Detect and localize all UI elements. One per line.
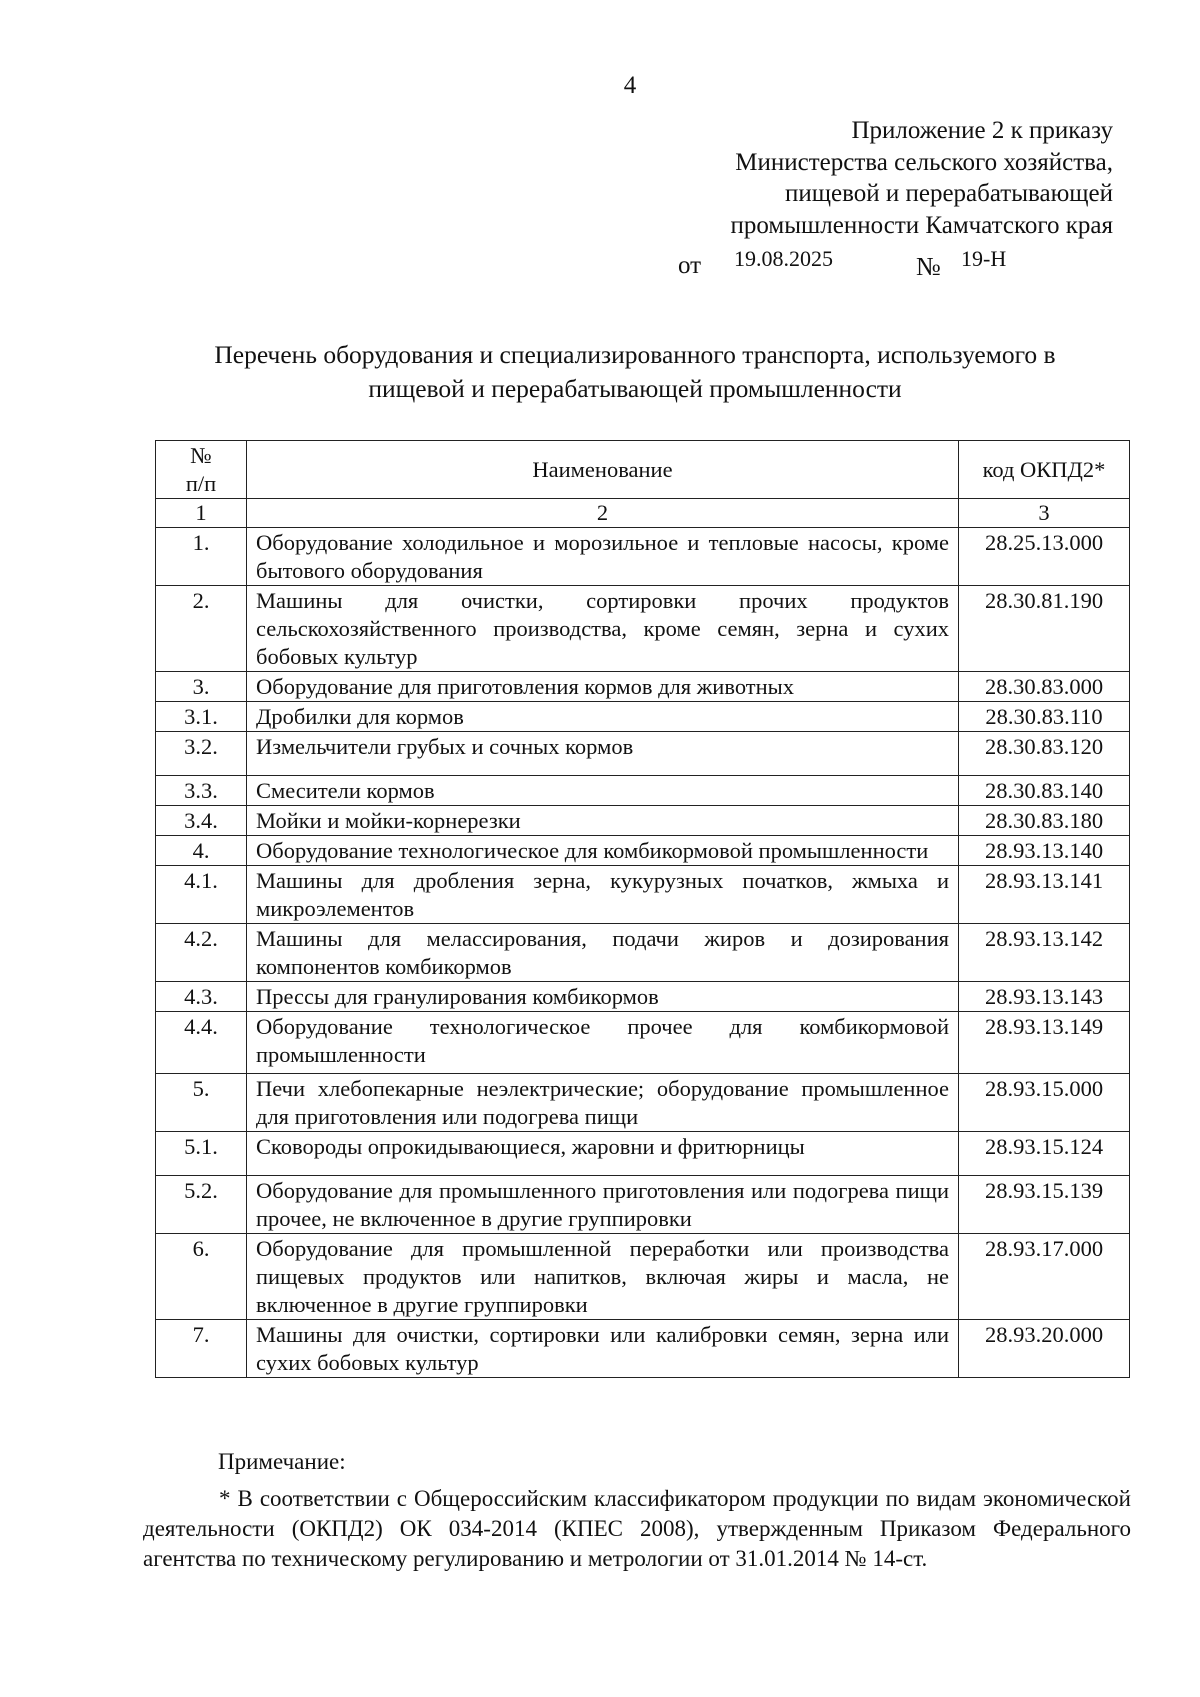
row-number: 3.4. (156, 806, 247, 836)
footnote-text: * В соответствии с Общероссийским классификатором продукции по видам экономической деятельности (ОКПД2) ОК 034-2014 (КПЕС 2008), утвержденным Приказом Федерального агентства по техническому регулированию и метрологии от 31.01.2014 № 14-ст. (143, 1486, 1131, 1571)
order-number: 19-Н (961, 246, 1007, 271)
row-code: 28.30.83.140 (959, 776, 1130, 806)
page-number: 4 (623, 72, 637, 99)
row-code: 28.93.17.000 (959, 1234, 1130, 1320)
order-date-number (678, 246, 1078, 281)
row-code: 28.93.20.000 (959, 1320, 1130, 1378)
row-code: 28.30.83.110 (959, 702, 1130, 732)
row-name: Оборудование для промышленного приготовления или подогрева пищи прочее, не включенное в другие группировки (247, 1176, 959, 1234)
row-name: Сковороды опрокидывающиеся, жаровни и фритюрницы (247, 1132, 959, 1176)
row-code: 28.30.81.190 (959, 586, 1130, 672)
row-name: Оборудование холодильное и морозильное и тепловые насосы, кроме бытового оборудования (247, 528, 959, 586)
appendix-line-4: промышленности Камчатского края (730, 211, 1113, 239)
row-code: 28.93.13.142 (959, 924, 1130, 982)
row-number: 3.3. (156, 776, 247, 806)
row-name: Машины для очистки, сортировки прочих продуктов сельскохозяйственного производства, кроме семян, зерна и сухих бобовых культур (247, 586, 959, 672)
header-number-sign: № (190, 443, 212, 468)
row-name: Измельчители грубых и сочных кормов (247, 732, 959, 776)
row-name: Оборудование технологическое прочее для комбикормовой промышленности (247, 1012, 959, 1074)
row-code: 28.93.13.143 (959, 982, 1130, 1012)
row-number: 4.4. (156, 1012, 247, 1074)
title-line-1: Перечень оборудования и специализированного транспорта, используемого в (214, 340, 1056, 369)
table-row (156, 806, 1130, 836)
appendix-line-2: Министерства сельского хозяйства, (735, 148, 1113, 176)
row-name: Машины для мелассирования, подачи жиров и дозирования компонентов комбикормов (247, 924, 959, 982)
row-name: Мойки и мойки-корнерезки (247, 806, 959, 836)
table-row (156, 1012, 1130, 1074)
table-row (156, 586, 1130, 672)
row-number: 5. (156, 1074, 247, 1132)
table-row (156, 866, 1130, 924)
row-number: 5.1. (156, 1132, 247, 1176)
table-row (156, 924, 1130, 982)
row-code: 28.30.83.180 (959, 806, 1130, 836)
table-row (156, 982, 1130, 1012)
table-row (156, 702, 1130, 732)
table-row (156, 1176, 1130, 1234)
table-row (156, 1132, 1130, 1176)
row-name: Дробилки для кормов (247, 702, 959, 732)
equipment-table (155, 440, 1130, 1378)
row-code: 28.93.13.149 (959, 1012, 1130, 1074)
header-pp: п/п (185, 471, 217, 496)
row-number: 6. (156, 1234, 247, 1320)
row-code: 28.93.13.141 (959, 866, 1130, 924)
row-code: 28.93.15.124 (959, 1132, 1130, 1176)
header-number (156, 441, 247, 499)
row-code: 28.30.83.000 (959, 672, 1130, 702)
document-title (150, 338, 1120, 406)
column-number-row (156, 499, 1130, 528)
table-row (156, 1234, 1130, 1320)
row-name: Оборудование для приготовления кормов для животных (247, 672, 959, 702)
row-name: Прессы для гранулирования комбикормов (247, 982, 959, 1012)
appendix-header (731, 115, 1113, 241)
header-name: Наименование (247, 441, 959, 499)
row-number: 4.1. (156, 866, 247, 924)
row-name: Оборудование для промышленной переработки или производства пищевых продуктов или напитков, включая жиры и масла, не включенное в другие группировки (247, 1234, 959, 1320)
table-row (156, 732, 1130, 776)
table-row (156, 672, 1130, 702)
table-header-row (156, 441, 1130, 499)
row-number: 4.3. (156, 982, 247, 1012)
table-row (156, 528, 1130, 586)
row-name: Печи хлебопекарные неэлектрические; оборудование промышленное для приготовления или подогрева пищи (247, 1074, 959, 1132)
header-code: код ОКПД2* (959, 441, 1130, 499)
appendix-line-3: пищевой и перерабатывающей (784, 180, 1113, 207)
row-code: 28.93.13.140 (959, 836, 1130, 866)
row-name: Машины для очистки, сортировки или калибровки семян, зерна или сухих бобовых культур (247, 1320, 959, 1378)
order-ot-label: от (678, 252, 702, 279)
row-number: 4.2. (156, 924, 247, 982)
row-name: Оборудование технологическое для комбикормовой промышленности (247, 836, 959, 866)
row-name: Смесители кормов (247, 776, 959, 806)
row-number: 7. (156, 1320, 247, 1378)
table-row (156, 776, 1130, 806)
table-row (156, 1320, 1130, 1378)
row-code: 28.30.83.120 (959, 732, 1130, 776)
row-number: 3.1. (156, 702, 247, 732)
column-number: 2 (247, 499, 959, 528)
row-name: Машины для дробления зерна, кукурузных початков, жмыха и микроэлементов (247, 866, 959, 924)
title-line-2: пищевой и перерабатывающей промышленности (368, 374, 902, 403)
row-number: 2. (156, 586, 247, 672)
row-code: 28.93.15.000 (959, 1074, 1130, 1132)
order-number-sign: № (916, 252, 941, 281)
note-label: Примечание: (218, 1449, 346, 1474)
column-number: 1 (156, 499, 247, 528)
row-number: 1. (156, 528, 247, 586)
table-row (156, 1074, 1130, 1132)
appendix-line-1: Приложение 2 к приказу (851, 117, 1113, 144)
column-number: 3 (959, 499, 1130, 528)
row-number: 4. (156, 836, 247, 866)
row-code: 28.93.15.139 (959, 1176, 1130, 1234)
row-number: 5.2. (156, 1176, 247, 1234)
table-row (156, 836, 1130, 866)
row-code: 28.25.13.000 (959, 528, 1130, 586)
order-date: 19.08.2025 (734, 246, 833, 271)
row-number: 3.2. (156, 732, 247, 776)
row-number: 3. (156, 672, 247, 702)
